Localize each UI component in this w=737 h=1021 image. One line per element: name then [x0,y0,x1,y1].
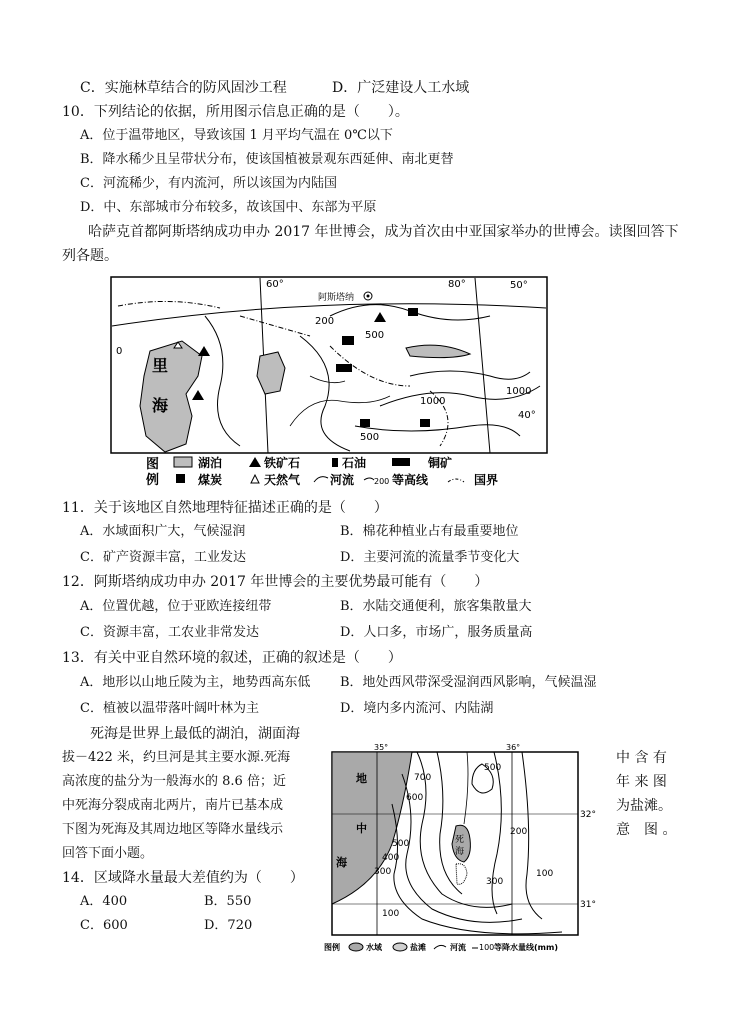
q12-stem: 12．阿斯塔纳成功申办 2017 年世博会的主要优势最可能有（ ） [62,574,489,590]
iso-300-b: 300 [486,877,504,887]
map2-legend-river: 河流 [450,943,466,952]
q13-option-b: B．地处西风带深受湿润西风影响，气候温湿 [340,675,597,690]
iso-300-a: 300 [374,867,392,877]
intro2-r1: 中 含 有 [616,750,667,766]
map2-legend-iso: 等降水量线(mm) [494,943,558,952]
intro2-l1: 死海是世界上最低的湖泊，湖面海 [90,726,300,742]
iso-400: 400 [382,853,400,863]
caspian-label-2: 海 [152,396,169,415]
intro1-line2: 列各题。 [62,248,118,264]
q10-option-a: A．位于温带地区，导致该国 1 月平均气温在 0℃以下 [80,128,393,143]
iso-200: 200 [510,827,528,837]
map2-legend-water: 水域 [366,943,382,952]
med-label-2: 中 [356,822,367,835]
q14-option-b: B．550 [204,894,252,909]
legend-title-1: 图 [146,457,160,472]
intro2-l5: 下图为死海及其周边地区等降水量线示 [62,822,284,837]
q10-option-b: B．降水稀少且呈带状分布，使该国植被景观东西延伸、南北更替 [80,152,454,167]
astana-label: 阿斯塔纳 [318,293,355,303]
dead-sea-map [322,744,616,956]
q14-stem: 14．区域降水量最大差值约为（ ） [62,870,304,886]
contour-1000-b: 1000 [506,386,532,397]
intro2-l4: 中死海分裂成南北两片，南片已基本成 [62,798,284,813]
q12-option-d: D．人口多，市场广，服务质量高 [340,625,533,640]
legend-oil: 石油 [342,456,367,470]
legend-iron: 铁矿石 [264,456,301,470]
q13-option-d: D．境内多内流河、内陆湖 [340,701,494,716]
lon-80-label: 80° [448,279,466,290]
q12-option-b: B．水陆交通便利，旅客集散量大 [340,599,532,614]
q11-option-a: A．水域面积广大，气候湿润 [80,524,246,539]
iso-600: 600 [406,793,424,803]
q14-option-c: C．600 [80,918,128,933]
legend-border: 国界 [474,473,499,487]
legend-copper: 铜矿 [428,456,453,470]
contour-200: 200 [315,316,335,327]
lat-40-label: 40° [518,410,536,421]
river-icon [314,477,328,482]
map2-legend-salt: 盐滩 [410,943,426,952]
salt-flat-icon [393,943,407,951]
intro2-r5: 意 图 。 [616,822,677,838]
contour-1000-a: 1000 [420,396,446,407]
q10-option-d: D．中、东部城市分布较多，故该国中、东部为平原 [80,200,377,215]
q13-option-c: C．植被以温带落叶阔叶林为主 [80,701,259,716]
lon-35-label: 35° [374,744,389,752]
lat-50-label: 50° [510,280,528,291]
iso-100-a: 100 [536,869,554,879]
copper-icon [392,458,410,466]
iron-ore-icon [249,457,261,467]
legend-contour-val: 200 [374,477,390,486]
deadsea-label-2: 海 [455,847,465,857]
iso-500-a: 500 [484,763,502,773]
legend-title-2: 例 [146,473,160,488]
q13-option-a: A．地形以山地丘陵为主，地势西高东低 [80,675,311,690]
intro2-r3: 为盐滩。 [616,798,672,814]
map2-legend-title: 图例 [324,943,340,952]
river-icon [434,945,446,949]
q9-option-d: D．广泛建设人工水域 [332,80,470,96]
intro2-l6: 回答下面小题。 [62,846,154,861]
water-icon [349,943,363,951]
q11-option-b: B．棉花种植业占有最重要地位 [340,524,519,539]
oil-icon [332,458,338,467]
gas-icon [251,475,259,483]
q11-stem: 11．关于该地区自然地理特征描述正确的是（ ） [62,500,388,516]
q14-option-d: D．720 [204,918,253,933]
q11-option-d: D．主要河流的流量季节变化大 [340,550,520,565]
med-label-3: 海 [336,856,347,869]
contour-500-b: 500 [360,432,380,443]
med-label-1: 地 [356,772,367,785]
q12-option-c: C．资源丰富，工农业非常发达 [80,625,259,640]
q10-option-c: C．河流稀少，有内流河，所以该国为内陆国 [80,176,337,191]
legend-river: 河流 [330,473,355,487]
q13-stem: 13．有关中亚自然环境的叙述，正确的叙述是（ ） [62,650,402,666]
contour-500-a: 500 [365,330,385,341]
intro2-l3: 高浓度的盐分为一般海水的 8.6 倍；近 [62,774,286,789]
contour-0: 0 [116,346,123,357]
iso-700: 700 [414,773,432,783]
lat-31-label: 31° [580,900,596,910]
q9-option-c: C．实施林草结合的防风固沙工程 [80,80,287,96]
intro1-line1: 哈萨克首都阿斯塔纳成功申办 2017 年世博会，成为首次由中亚国家举办的世博会。读图回答下 [88,224,679,240]
q10-stem: 10．下列结论的依据，所用图示信息正确的是（ ）。 [62,104,409,120]
q14-option-a: A．400 [80,894,128,909]
q12-option-a: A．位置优越，位于亚欧连接纽带 [80,599,272,614]
caspian-label-1: 里 [152,356,169,375]
intro2-r2: 年 来 图 [616,774,667,790]
lon-60-label: 60° [266,279,284,290]
lon-36-label: 36° [506,744,521,752]
legend-lake: 湖泊 [198,456,223,470]
coal-icon [176,474,185,483]
map2-legend-iso-val: 100 [479,943,495,952]
legend-coal: 煤炭 [198,473,223,487]
contour-icon [364,478,374,480]
q11-option-c: C．矿产资源丰富，工业发达 [80,550,246,565]
deadsea-label-1: 死 [455,835,465,845]
legend-gas: 天然气 [264,473,301,487]
central-asia-map [110,276,548,488]
lat-32-label: 32° [580,810,596,820]
intro2-l2: 拔－422 米，约旦河是其主要水源.死海 [62,750,291,765]
legend-contour: 等高线 [392,473,429,487]
border-icon [448,479,464,482]
iso-100-b: 100 [382,909,400,919]
iso-500-b: 500 [392,839,410,849]
